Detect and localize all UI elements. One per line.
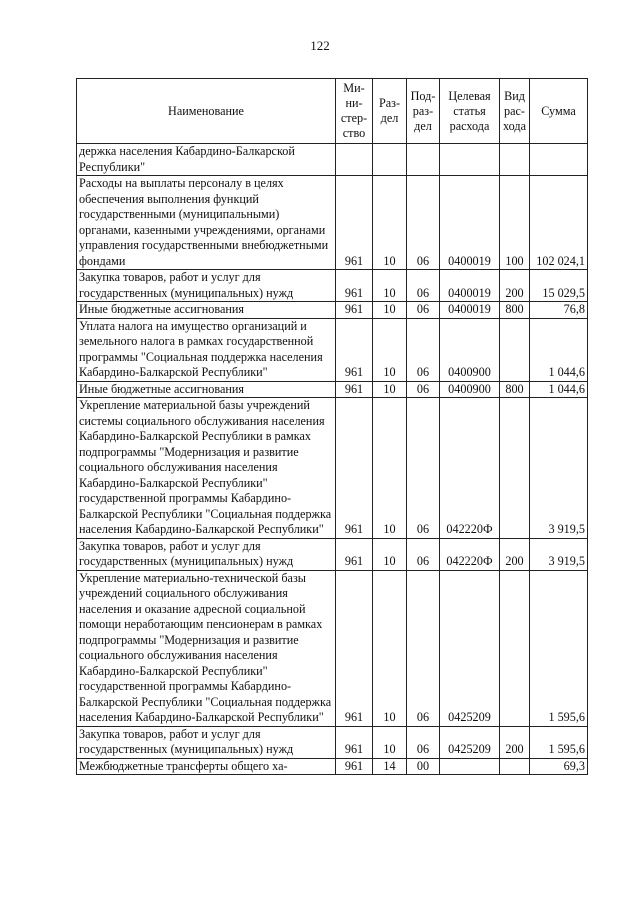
cell-sum: 69,3 <box>530 758 588 775</box>
cell-subsection: 06 <box>407 318 440 381</box>
cell-name: Иные бюджетные ассигнования <box>77 302 336 319</box>
cell-ministry: 961 <box>336 758 373 775</box>
cell-subsection: 06 <box>407 538 440 570</box>
table-row <box>77 538 588 570</box>
table-row <box>77 318 588 381</box>
header-sum: Сумма <box>530 79 588 144</box>
header-subsection: Под-раз-дел <box>407 79 440 144</box>
cell-target: 0400019 <box>440 270 500 302</box>
cell-type <box>500 318 530 381</box>
cell-subsection: 06 <box>407 381 440 398</box>
header-type: Вид рас-хода <box>500 79 530 144</box>
table-row <box>77 302 588 319</box>
table-row <box>77 176 588 270</box>
cell-subsection: 06 <box>407 270 440 302</box>
cell-sum: 1 595,6 <box>530 570 588 726</box>
cell-ministry: 961 <box>336 176 373 270</box>
cell-ministry: 961 <box>336 302 373 319</box>
header-ministry: Ми-ни-стер-ство <box>336 79 373 144</box>
cell-sum: 15 029,5 <box>530 270 588 302</box>
cell-name: Уплата налога на имущество организаций и земельного налога в рамках государственной программы "Социальная поддержка населения Кабардино-Балкарской Республики" <box>77 318 336 381</box>
cell-target: 0425209 <box>440 570 500 726</box>
cell-type: 100 <box>500 176 530 270</box>
cell-type: 200 <box>500 726 530 758</box>
cell-ministry <box>336 144 373 176</box>
cell-type <box>500 758 530 775</box>
cell-section: 10 <box>373 726 407 758</box>
header-name: Наименование <box>77 79 336 144</box>
table-row <box>77 570 588 726</box>
cell-name: Укрепление материальной базы учреждений системы социального обслуживания населения Кабардино-Балкарской Республики в рамках подпрограммы "Модернизация и развитие социального обслуживания населения Кабардино-Балкарской Республики" государственной программы Кабардино-Балкарской Республики "Социальная поддержка населения Кабардино-Балкарской Республики" <box>77 398 336 539</box>
cell-target <box>440 758 500 775</box>
cell-name: Укрепление материально-технической базы учреждений социального обслуживания населения и оказание адресной социальной помощи неработающим пенсионерам в рамках подпрограммы "Модернизация и развитие социального обслуживания населения Кабардино-Балкарской Республики" государственной программы Кабардино-Балкарской Республики "Социальная поддержка населения Кабардино-Балкарской Республики" <box>77 570 336 726</box>
table-row <box>77 381 588 398</box>
cell-ministry: 961 <box>336 381 373 398</box>
cell-target: 0425209 <box>440 726 500 758</box>
cell-sum: 1 595,6 <box>530 726 588 758</box>
cell-section: 10 <box>373 398 407 539</box>
cell-ministry: 961 <box>336 726 373 758</box>
table-row <box>77 144 588 176</box>
cell-subsection: 00 <box>407 758 440 775</box>
cell-target: 0400900 <box>440 318 500 381</box>
cell-ministry: 961 <box>336 270 373 302</box>
cell-type: 800 <box>500 302 530 319</box>
cell-type <box>500 144 530 176</box>
cell-section: 10 <box>373 318 407 381</box>
table-row <box>77 270 588 302</box>
header-section: Раз-дел <box>373 79 407 144</box>
cell-subsection: 06 <box>407 176 440 270</box>
cell-subsection: 06 <box>407 302 440 319</box>
cell-subsection: 06 <box>407 398 440 539</box>
cell-section: 10 <box>373 538 407 570</box>
cell-target: 042220Ф <box>440 538 500 570</box>
table-row <box>77 726 588 758</box>
cell-section: 10 <box>373 302 407 319</box>
cell-section: 10 <box>373 381 407 398</box>
cell-type: 200 <box>500 270 530 302</box>
cell-sum <box>530 144 588 176</box>
cell-type <box>500 570 530 726</box>
cell-subsection: 06 <box>407 570 440 726</box>
cell-target: 0400019 <box>440 302 500 319</box>
cell-name: Закупка товаров, работ и услуг для государственных (муниципальных) нужд <box>77 726 336 758</box>
cell-sum: 3 919,5 <box>530 538 588 570</box>
cell-name: Иные бюджетные ассигнования <box>77 381 336 398</box>
cell-ministry: 961 <box>336 538 373 570</box>
cell-target: 0400900 <box>440 381 500 398</box>
cell-ministry: 961 <box>336 318 373 381</box>
cell-type: 200 <box>500 538 530 570</box>
cell-target: 042220Ф <box>440 398 500 539</box>
cell-sum: 102 024,1 <box>530 176 588 270</box>
cell-type <box>500 398 530 539</box>
table-row <box>77 758 588 775</box>
cell-section: 10 <box>373 570 407 726</box>
cell-target: 0400019 <box>440 176 500 270</box>
cell-sum: 76,8 <box>530 302 588 319</box>
cell-section <box>373 144 407 176</box>
table-row <box>77 398 588 539</box>
cell-subsection <box>407 144 440 176</box>
cell-sum: 1 044,6 <box>530 318 588 381</box>
cell-section: 14 <box>373 758 407 775</box>
cell-name: Расходы на выплаты персоналу в целях обеспечения выполнения функций государственными (муниципальными) органами, казенными учреждениями, органами управления государственными внебюджетными фондами <box>77 176 336 270</box>
header-target: Целевая статья расхода <box>440 79 500 144</box>
cell-name: Закупка товаров, работ и услуг для государственных (муниципальных) нужд <box>77 270 336 302</box>
cell-ministry: 961 <box>336 398 373 539</box>
cell-ministry: 961 <box>336 570 373 726</box>
page-number: 122 <box>310 38 330 53</box>
cell-name: Закупка товаров, работ и услуг для государственных (муниципальных) нужд <box>77 538 336 570</box>
cell-section: 10 <box>373 270 407 302</box>
budget-table <box>76 78 588 775</box>
cell-subsection: 06 <box>407 726 440 758</box>
cell-sum: 3 919,5 <box>530 398 588 539</box>
cell-type: 800 <box>500 381 530 398</box>
cell-target <box>440 144 500 176</box>
cell-section: 10 <box>373 176 407 270</box>
table-header-row <box>77 79 588 144</box>
cell-name: Межбюджетные трансферты общего ха- <box>77 758 336 775</box>
cell-name: держка населения Кабардино-Балкарской Республики" <box>77 144 336 176</box>
cell-sum: 1 044,6 <box>530 381 588 398</box>
